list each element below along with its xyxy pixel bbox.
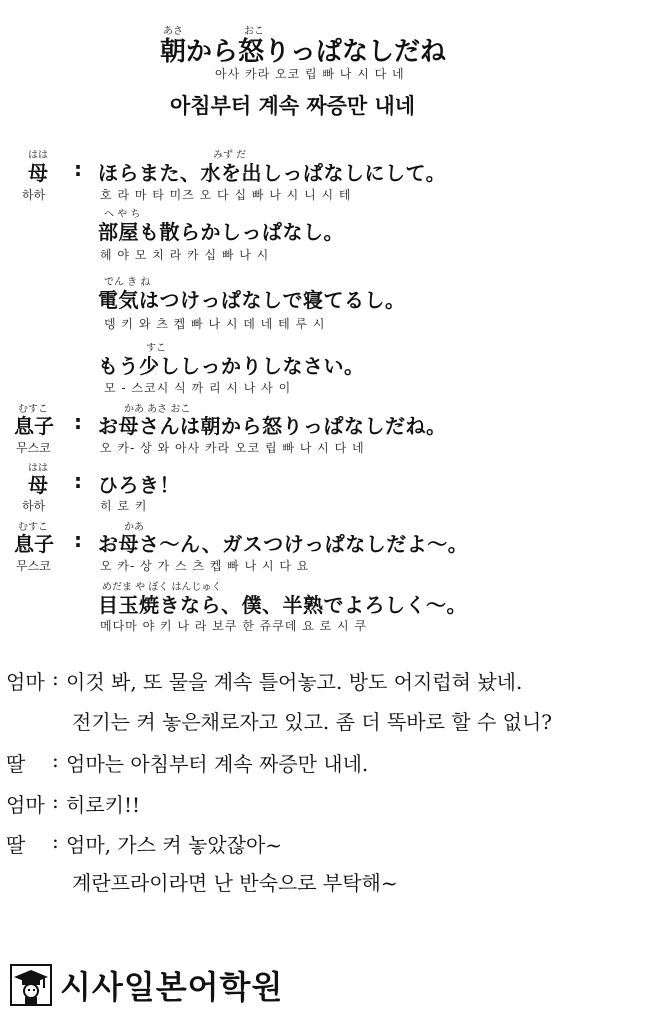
colon: : bbox=[74, 157, 82, 181]
title-furigana-asa: あさ bbox=[163, 26, 183, 37]
translation-colon: : bbox=[52, 789, 59, 813]
speaker-pronunciation: 하하 bbox=[22, 188, 46, 202]
speaker-furigana: むすこ bbox=[18, 522, 48, 533]
dialogue-line: ほらまた、水を出しっぱなしにして。 bbox=[98, 161, 447, 185]
speaker-name: 息子 bbox=[14, 414, 54, 438]
line-pronunciation: 헤 야 모 치 라 카 십 빠 나 시 bbox=[100, 248, 270, 262]
line-furigana: みず だ bbox=[213, 150, 247, 161]
colon: : bbox=[74, 410, 82, 434]
speaker-name: 母 bbox=[28, 161, 48, 185]
translation-line: 이것 봐, 또 물을 계속 틀어놓고. 방도 어지럽혀 놨네. bbox=[66, 670, 523, 694]
graduation-cap-logo-icon bbox=[10, 964, 52, 1006]
translation-line: 계란프라이라면 난 반숙으로 부탁해~ bbox=[72, 871, 398, 895]
title-furigana-oko: おこ bbox=[244, 26, 264, 37]
translation-colon: : bbox=[52, 829, 59, 853]
speaker-name: 母 bbox=[28, 473, 48, 497]
school-name: 시사일본어학원 bbox=[60, 968, 284, 1006]
colon: : bbox=[74, 528, 82, 552]
speaker-pronunciation: 하하 bbox=[22, 499, 46, 513]
title-pronunciation: 아사 카라 오코 립 빠 나 시 다 네 bbox=[215, 67, 405, 81]
line-pronunciation: 메다마 야 키 나 라 보쿠 한 쥬쿠데 요 로 시 쿠 bbox=[100, 619, 368, 633]
translation-line: 히로키!! bbox=[66, 793, 141, 817]
speaker-furigana: はは bbox=[28, 463, 48, 474]
translation-line: 전기는 켜 놓은채로자고 있고. 좀 더 똑바로 할 수 없니? bbox=[72, 710, 553, 734]
title-korean: 아침부터 계속 짜증만 내네 bbox=[170, 94, 416, 118]
colon: : bbox=[74, 469, 82, 493]
line-pronunciation: 오 카- 상 와 아사 카라 오코 립 빠 나 시 다 네 bbox=[100, 441, 365, 455]
school-logo bbox=[10, 962, 283, 1008]
speaker-furigana: むすこ bbox=[18, 404, 48, 415]
dialogue-line: 電気はつけっぱなしで寝てるし。 bbox=[98, 288, 406, 312]
speaker-name: 息子 bbox=[14, 532, 54, 556]
speaker-furigana: はは bbox=[28, 150, 48, 161]
dialogue-line: お母さ～ん、ガスつけっぱなしだよ～。 bbox=[98, 532, 469, 556]
line-furigana: でん き ね bbox=[104, 277, 151, 288]
title-japanese: 朝から怒りっぱなしだね bbox=[160, 37, 447, 67]
line-furigana: かあ あさ おこ bbox=[124, 404, 191, 415]
translation-colon: : bbox=[52, 666, 59, 690]
line-furigana: へ や ち bbox=[104, 209, 141, 220]
dialogue-line: もう少ししっかりしなさい。 bbox=[98, 354, 365, 378]
speaker-pronunciation: 무스코 bbox=[16, 559, 51, 573]
dialogue-line: 目玉焼きなら、僕、半熟でよろしく～。 bbox=[98, 593, 467, 617]
translation-line: 엄마는 아침부터 계속 짜증만 내네. bbox=[66, 752, 369, 776]
line-pronunciation: 모 - 스코시 식 까 리 시 나 사 이 bbox=[104, 381, 292, 395]
translation-line: 엄마, 가스 켜 놓았잖아~ bbox=[66, 833, 283, 857]
line-pronunciation: 오 카- 상 가 스 츠 켑 빠 나 시 다 요 bbox=[100, 559, 310, 573]
dialogue-line: 部屋も散らかしっぱなし。 bbox=[98, 220, 344, 244]
translation-colon: : bbox=[52, 748, 59, 772]
line-furigana: めだま や ぼく はんじゅく bbox=[102, 582, 222, 593]
line-furigana: かあ bbox=[124, 522, 144, 533]
line-pronunciation: 뎅 키 와 츠 켑 빠 나 시 데 네 테 루 시 bbox=[104, 317, 326, 331]
line-pronunciation: 호 라 마 타 미즈 오 다 십 빠 나 시 니 시 테 bbox=[100, 188, 352, 202]
translation-speaker: 엄마 bbox=[6, 793, 45, 817]
line-pronunciation: 히 로 키 bbox=[100, 499, 148, 513]
translation-speaker: 엄마 bbox=[6, 670, 45, 694]
dialogue-line: ひろき！ bbox=[98, 473, 180, 497]
translation-speaker: 딸 bbox=[6, 833, 26, 857]
speaker-pronunciation: 무스코 bbox=[16, 441, 51, 455]
line-furigana: すこ bbox=[146, 343, 166, 354]
translation-speaker: 딸 bbox=[6, 752, 26, 776]
dialogue-line: お母さんは朝から怒りっぱなしだね。 bbox=[98, 414, 447, 438]
